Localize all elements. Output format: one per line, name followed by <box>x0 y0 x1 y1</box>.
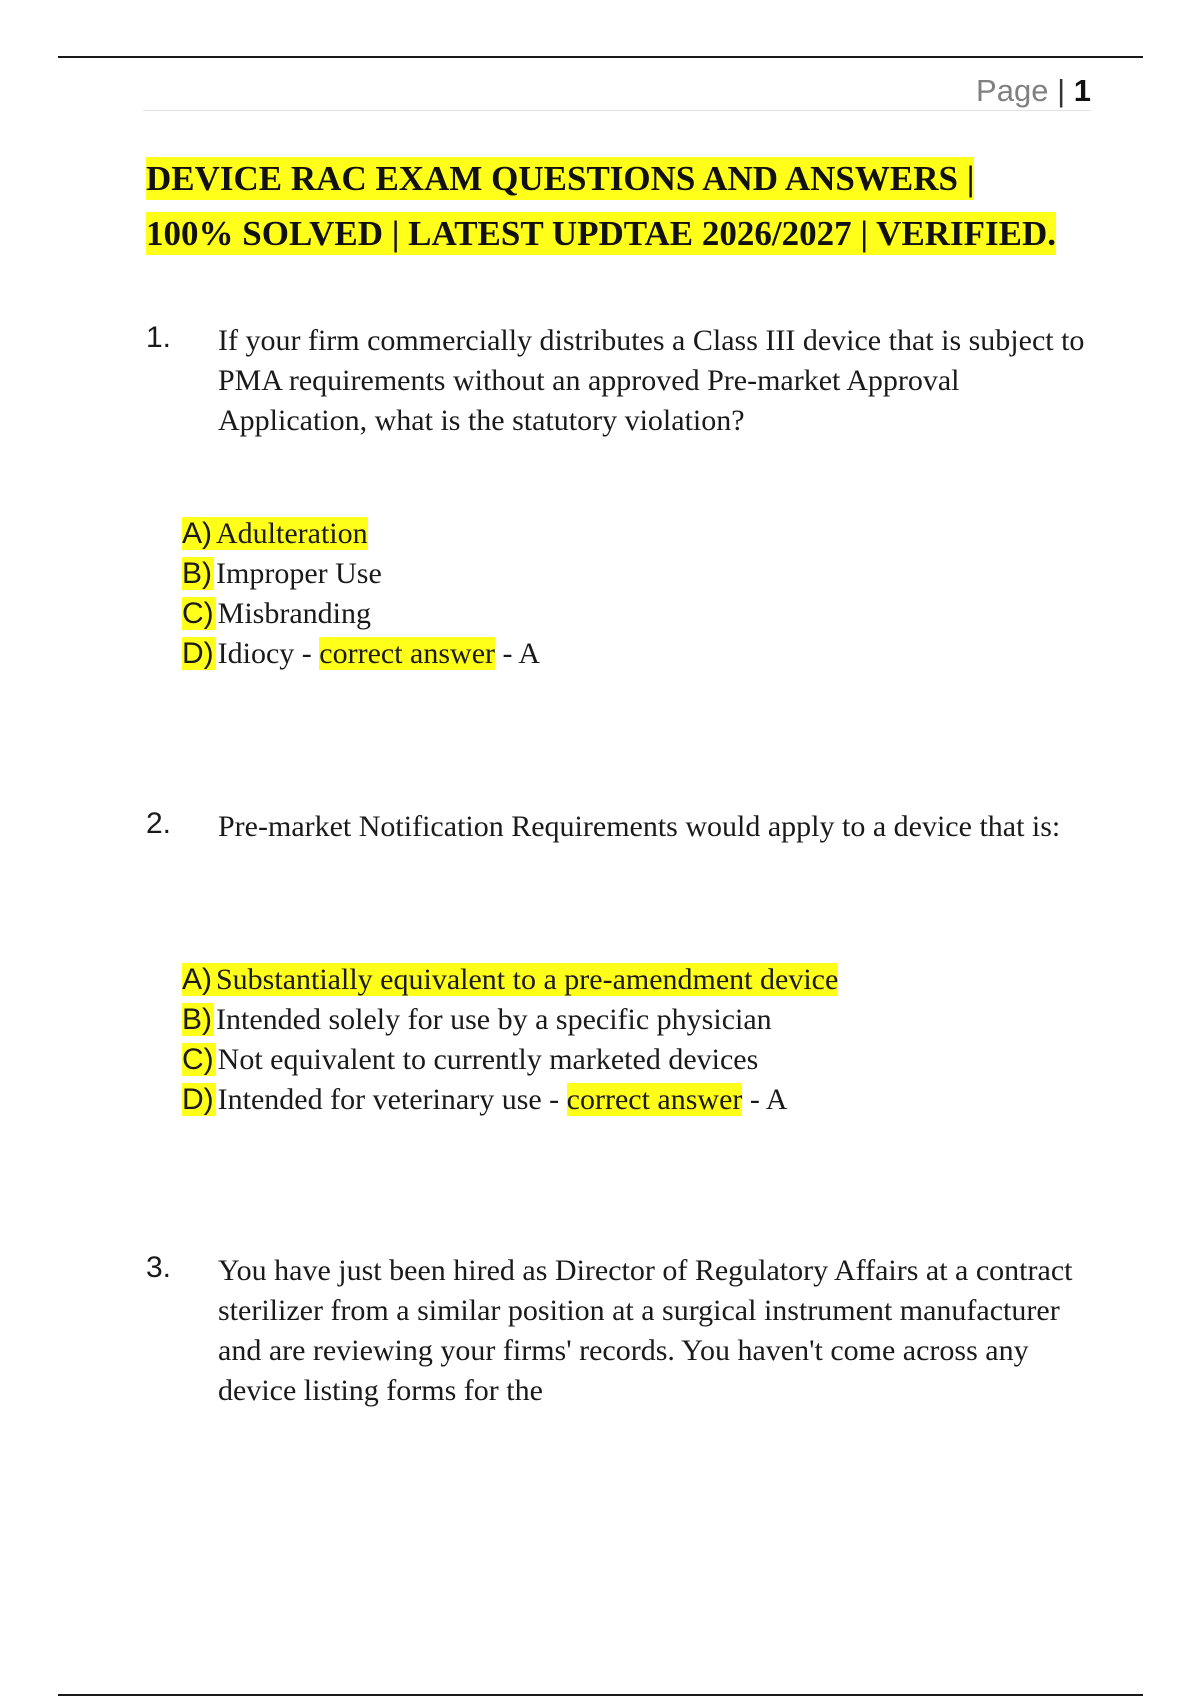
option-text: Adulteration <box>216 517 368 550</box>
top-rule <box>58 56 1143 58</box>
question-3-text: You have just been hired as Director of Regulatory Affairs at a contract sterilizer from a similar position at a surgical instrument manufacturer and are reviewing your firms' records. You haven't come across any device listing forms for the <box>218 1254 1073 1407</box>
correct-answer-value: - A <box>495 637 541 670</box>
option-text: Intended for veterinary use - <box>217 1083 567 1116</box>
question-1-number: 1. <box>146 321 172 354</box>
option-a <box>182 514 540 554</box>
question-1-text: If your firm commercially distributes a Class III device that is subject to PMA requirements without an approved Pre-market Approval Application, what is the statutory violation? <box>218 324 1085 437</box>
option-letter: D) <box>182 637 214 670</box>
option-text: Substantially equivalent to a pre-amendment device <box>216 963 839 996</box>
option-letter: D) <box>182 1083 214 1116</box>
correct-answer-value: - A <box>742 1083 788 1116</box>
bottom-rule <box>58 1694 1143 1696</box>
option-letter: C) <box>182 1043 214 1076</box>
option-a <box>182 960 838 1000</box>
question-2-number: 2. <box>146 807 172 840</box>
option-b <box>182 554 540 594</box>
option-letter: A) <box>182 517 212 550</box>
option-d <box>182 634 540 674</box>
option-letter: B) <box>182 1003 212 1036</box>
page-number: 1 <box>1073 73 1091 108</box>
option-text: Idiocy - <box>217 637 320 670</box>
correct-answer-label: correct answer <box>319 637 496 670</box>
page-header <box>143 72 1091 111</box>
question-2-options <box>182 960 838 1120</box>
option-c <box>182 1040 838 1080</box>
option-d <box>182 1080 838 1120</box>
document-title <box>146 151 1146 261</box>
option-text: Intended solely for use by a specific physician <box>216 1003 772 1036</box>
question-2-text: Pre-market Notification Requirements would apply to a device that is: <box>218 810 1061 843</box>
question-1-options <box>182 514 540 674</box>
option-b <box>182 1000 838 1040</box>
correct-answer-label: correct answer <box>566 1083 743 1116</box>
option-letter: B) <box>182 557 212 590</box>
option-letter: C) <box>182 597 214 630</box>
page-label: Page <box>976 73 1049 108</box>
option-c <box>182 594 540 634</box>
title-line-2: 100% SOLVED | LATEST UPDTAE 2026/2027 | VERIFIED. <box>146 214 1057 253</box>
option-text: Not equivalent to currently marketed devices <box>217 1043 759 1076</box>
option-letter: A) <box>182 963 212 996</box>
option-text: Misbranding <box>217 597 371 630</box>
title-line-1: DEVICE RAC EXAM QUESTIONS AND ANSWERS | <box>146 159 975 198</box>
question-3-number: 3. <box>146 1251 172 1284</box>
page-separator: | <box>1057 73 1066 108</box>
option-text: Improper Use <box>216 557 382 590</box>
